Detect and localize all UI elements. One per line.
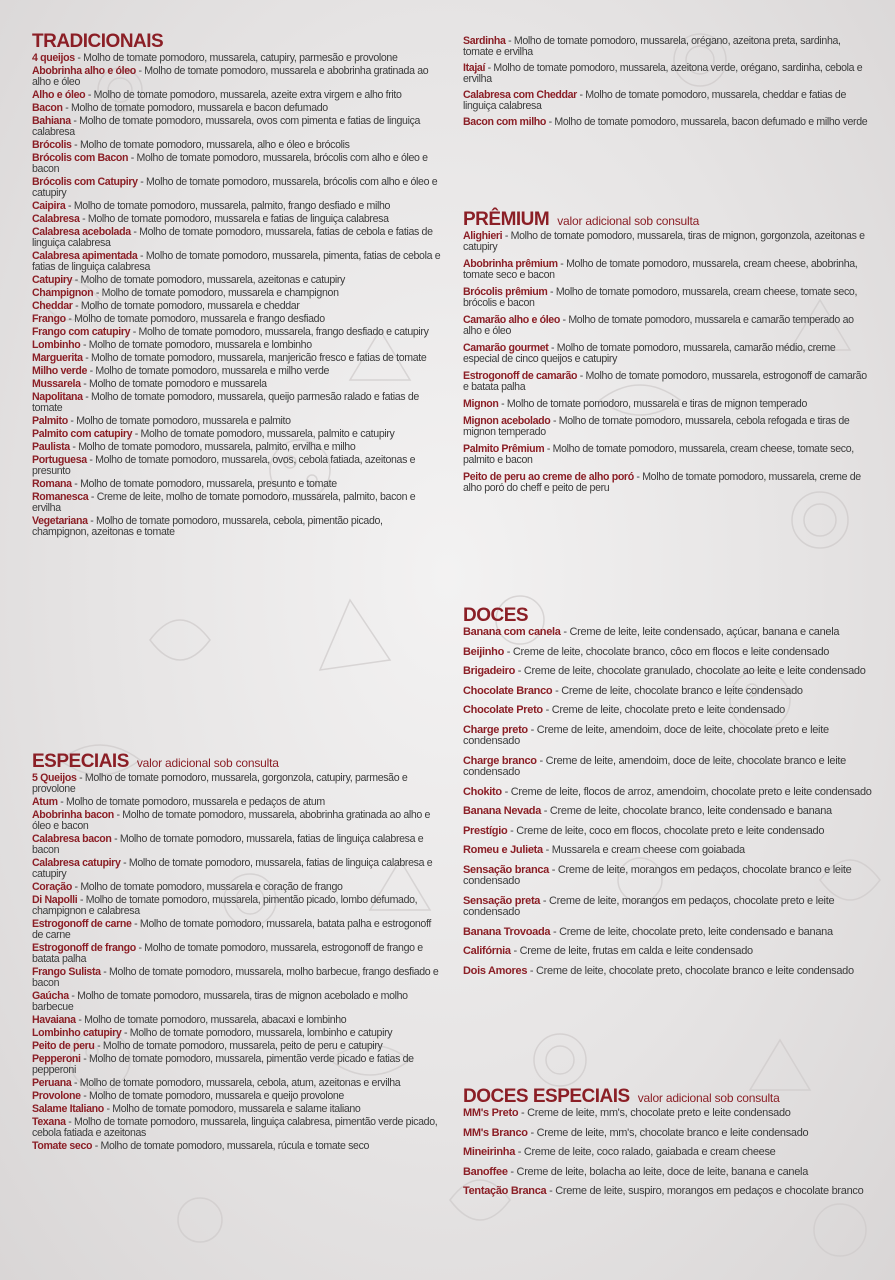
menu-item-name: Peito de peru <box>32 1040 95 1052</box>
menu-item-description: - Molho de tomate pomodoro, mussarela, abacaxi e lombinho <box>75 1014 347 1026</box>
menu-item-description: - Creme de leite, bolacha ao leite, doce de leite, banana e canela <box>507 1165 809 1178</box>
section-subtitle: valor adicional sob consulta <box>637 1091 780 1105</box>
menu-item <box>463 444 873 466</box>
menu-item-name: Banana com canela <box>463 626 561 638</box>
menu-item-description: - Molho de tomate pomodoro, mussarela, ovos, cebola fatiada, azeitonas e presunto <box>32 454 416 477</box>
menu-item-name: Mignon <box>463 398 499 410</box>
menu-item-name: Di Napolli <box>32 894 78 906</box>
menu-item-description: - Molho de tomate pomodoro, mussarela, manjericão fresco e fatias de tomate <box>82 352 427 364</box>
menu-item <box>32 1078 442 1089</box>
menu-item-list <box>463 1108 873 1198</box>
menu-item-description: - Molho de tomate pomodoro, mussarela, alho e óleo e brócolis <box>71 139 350 151</box>
menu-item <box>32 919 442 941</box>
menu-item-name: Coração <box>32 881 72 893</box>
menu-item-name: Chocolate Branco <box>463 684 553 697</box>
menu-item-name: Texana <box>32 1116 66 1128</box>
menu-item-name: Paulista <box>32 441 70 453</box>
menu-item-description: - Molho de tomate pomodoro, mussarela e milho verde <box>87 365 330 377</box>
menu-item-description: - Molho de tomate pomodoro, mussarela, fatias de linguiça calabresa e catupiry <box>32 857 433 880</box>
menu-item <box>463 36 873 58</box>
menu-item-name: Palmito <box>32 415 68 427</box>
menu-item-description: - Creme de leite, chocolate preto e leite condensado <box>542 704 786 716</box>
menu-item-name: Pepperoni <box>32 1053 81 1065</box>
section-doces-especiais <box>463 1087 873 1206</box>
menu-item-description: - Creme de leite, coco em flocos, chocolate preto e leite condensado <box>507 824 825 837</box>
menu-item <box>32 275 442 286</box>
menu-item-description: - Molho de tomate pomodoro, mussarela, presunto e tomate <box>71 478 337 490</box>
menu-item-name: Peito de peru ao creme de alho poró <box>463 471 634 483</box>
menu-item <box>32 797 442 808</box>
menu-item-description: - Molho de tomate pomodoro, mussarela, tiras de mignon, gorgonzola, azeitonas e catupiry <box>463 230 865 253</box>
menu-item-description: - Creme de leite, chocolate branco, leite condensado e banana <box>541 805 832 817</box>
menu-item-name: Champignon <box>32 287 94 299</box>
menu-item-name: Itajaí <box>463 62 486 74</box>
menu-item <box>463 117 873 128</box>
menu-item-description: - Molho de tomate pomodoro, mussarela, estrogonoff de frango e batata palha <box>32 942 423 965</box>
menu-item <box>463 787 873 799</box>
menu-item <box>463 725 873 748</box>
menu-item-name: Charge preto <box>463 723 528 736</box>
menu-item-name: Abobrinha bacon <box>32 809 114 821</box>
menu-item <box>463 1147 873 1159</box>
menu-item-name: MM's Preto <box>463 1107 519 1119</box>
menu-item-description: - Molho de tomate pomodoro, mussarela, estrogonoff de camarão e batata palha <box>463 370 867 393</box>
menu-item-name: Calabresa apimentada <box>32 250 138 262</box>
menu-item-description: - Molho de tomate pomodoro, mussarela, gorgonzola, catupiry, parmesão e provolone <box>32 772 408 795</box>
menu-item <box>463 927 873 939</box>
menu-item-name: Calabresa <box>32 213 80 225</box>
menu-item-list <box>463 36 873 128</box>
menu-item-description: - Molho de tomate pomodoro, mussarela, fatias de linguiça calabresa e bacon <box>32 833 424 856</box>
menu-item-name: Tomate seco <box>32 1140 93 1152</box>
menu-item-name: Banoffee <box>463 1165 508 1178</box>
menu-item-name: Estrogonoff de carne <box>32 918 132 930</box>
menu-item <box>463 845 873 857</box>
menu-item-name: Bacon com milho <box>463 116 547 128</box>
menu-item-name: Sensação preta <box>463 894 541 907</box>
menu-item-name: Califórnia <box>463 945 511 957</box>
menu-item-name: Atum <box>32 796 58 808</box>
menu-item-description: - Molho de tomate pomodoro, mussarela, bacon defumado e milho verde <box>546 116 868 128</box>
menu-item <box>463 627 873 639</box>
menu-item <box>32 116 442 138</box>
section-header <box>32 752 442 772</box>
menu-item <box>32 810 442 832</box>
menu-item <box>32 882 442 893</box>
menu-item <box>32 227 442 249</box>
menu-item <box>32 53 442 64</box>
section-title: PRÊMIUM <box>463 209 550 230</box>
menu-item <box>32 90 442 101</box>
menu-item-description: - Creme de leite, amendoim, doce de leite, chocolate preto e leite condensado <box>463 723 829 747</box>
menu-item-name: Vegetariana <box>32 515 88 527</box>
menu-item <box>32 416 442 427</box>
menu-item-description: - Molho de tomate pomodoro, mussarela, catupiry, parmesão e provolone <box>74 52 398 64</box>
menu-item <box>32 327 442 338</box>
menu-item-name: Bacon <box>32 102 63 114</box>
menu-item-description: - Molho de tomate pomodoro, mussarela, cebola, pimentão picado, champignon, azeitonas e tomate <box>32 515 383 538</box>
menu-item-description: - Creme de leite, flocos de arroz, amendoim, chocolate preto e leite condensado <box>501 785 872 798</box>
section-subtitle: valor adicional sob consulta <box>557 214 700 228</box>
section-title: ESPECIAIS <box>32 751 129 772</box>
menu-item-description: - Molho de tomate pomodoro, mussarela, cheddar e fatias de linguiça calabresa <box>463 89 847 112</box>
menu-item-name: Abobrinha prêmium <box>463 258 558 270</box>
menu-item-name: Camarão alho e óleo <box>463 314 560 326</box>
menu-item-description: - Creme de leite, chocolate branco e leite condensado <box>552 684 803 697</box>
menu-item-name: Peruana <box>32 1077 72 1089</box>
section-subtitle: valor adicional sob consulta <box>136 756 279 770</box>
menu-item-name: Camarão gourmet <box>463 342 549 354</box>
menu-item <box>463 647 873 659</box>
menu-item <box>463 806 873 818</box>
menu-item <box>32 858 442 880</box>
menu-item <box>32 66 442 88</box>
menu-item <box>32 895 442 917</box>
menu-item <box>32 1141 442 1152</box>
menu-item-name: Banana Trovoada <box>463 925 551 938</box>
menu-item-name: Salame Italiano <box>32 1103 104 1115</box>
menu-item <box>463 63 873 85</box>
menu-item-description: - Molho de tomate pomodoro, mussarela, linguiça calabresa, pimentão verde picado, cebola fatiada e azeitonas <box>32 1116 438 1139</box>
menu-item-name: Havaiana <box>32 1014 76 1026</box>
menu-item <box>463 1186 873 1198</box>
menu-item <box>463 287 873 309</box>
menu-item-description: - Molho de tomate pomodoro, mussarela, fatias de cebola e fatias de linguiça calabresa <box>32 226 433 249</box>
menu-item <box>32 1054 442 1076</box>
menu-item-description: - Molho de tomate pomodoro, mussarela, frango desfiado e catupiry <box>130 326 429 338</box>
menu-item <box>463 666 873 678</box>
menu-item-name: 5 Queijos <box>32 772 77 784</box>
menu-item-description: - Molho de tomate pomodoro, mussarela e abobrinha gratinada ao alho e óleo <box>32 65 429 88</box>
menu-item-name: Dois Amores <box>463 964 528 977</box>
menu-item-description: - Creme de leite, coco ralado, gaiabada e cream cheese <box>515 1146 776 1158</box>
menu-item-description: - Molho de tomate pomodoro, mussarela, cebola, atum, azeitonas e ervilha <box>71 1077 401 1089</box>
menu-item-name: Alighieri <box>463 230 503 242</box>
menu-item <box>32 314 442 325</box>
menu-item <box>32 1015 442 1026</box>
section-premium <box>463 210 873 500</box>
menu-item <box>32 379 442 390</box>
menu-item <box>463 756 873 779</box>
menu-item <box>463 259 873 281</box>
menu-item <box>463 90 873 112</box>
menu-item-name: Marguerita <box>32 352 83 364</box>
section-title: DOCES <box>463 605 529 626</box>
menu-item-name: Beijinho <box>463 645 504 658</box>
menu-item-description: - Molho de tomate pomodoro, mussarela e cheddar <box>72 300 300 312</box>
menu-item-description: - Molho de tomate pomodoro, mussarela, queijo parmesão ralado e fatias de tomate <box>32 391 419 414</box>
section-header <box>463 1087 873 1107</box>
menu-item-name: Mussarela <box>32 378 81 390</box>
menu-item-list <box>32 773 442 1152</box>
menu-item-description: - Molho de tomate pomodoro, mussarela, orégano, azeitona preta, sardinha, tomate e ervilha <box>463 35 841 58</box>
menu-item-name: Frango com catupiry <box>32 326 131 338</box>
menu-item <box>32 153 442 175</box>
menu-item-name: Lombinho catupiry <box>32 1027 122 1039</box>
menu-item <box>463 826 873 838</box>
menu-item-description: - Creme de leite, mm's, chocolate preto e leite condensado <box>518 1107 791 1119</box>
menu-item-description: - Molho de tomate pomodoro, mussarela, brócolis com alho e óleo e bacon <box>32 152 428 175</box>
menu-item-description: - Creme de leite, chocolate branco, côco em flocos e leite condensado <box>504 645 830 658</box>
menu-item <box>32 492 442 514</box>
menu-item <box>32 455 442 477</box>
menu-item-name: Estrogonoff de frango <box>32 942 136 954</box>
menu-item <box>32 834 442 856</box>
menu-item-description: - Molho de tomate pomodoro, mussarela, peito de peru e catupiry <box>94 1040 383 1052</box>
menu-item-description: - Molho de tomate pomodoro, mussarela, abobrinha gratinada ao alho e óleo e bacon <box>32 809 431 832</box>
section-especiais <box>32 752 442 1154</box>
section-title: DOCES ESPECIAIS <box>463 1086 630 1107</box>
menu-item <box>32 301 442 312</box>
menu-item-description: - Molho de tomate pomodoro, mussarela, cream cheese, tomate seco, brócolis e bacon <box>463 286 858 309</box>
menu-item <box>32 479 442 490</box>
menu-item-name: Romana <box>32 478 72 490</box>
menu-item-name: Portuguesa <box>32 454 87 466</box>
menu-item <box>32 214 442 225</box>
menu-item-name: Sardinha <box>463 35 506 47</box>
menu-item <box>32 1041 442 1052</box>
menu-item <box>32 1028 442 1039</box>
menu-item <box>32 288 442 299</box>
menu-item-description: - Creme de leite, mm's, chocolate branco e leite condensado <box>527 1126 809 1139</box>
menu-item-description: - Molho de tomate pomodoro, mussarela, palmito, frango desfiado e milho <box>65 200 391 212</box>
menu-item-description: - Creme de leite, chocolate preto, chocolate branco e leite condensado <box>527 964 854 977</box>
menu-item-description: - Molho de tomate pomodoro, mussarela, pimentão picado, lombo defumado, champignon e calabresa <box>32 894 418 917</box>
menu-item-name: Romeu e Julieta <box>463 844 543 856</box>
menu-item-name: Bahiana <box>32 115 71 127</box>
menu-item-list <box>32 53 442 538</box>
menu-item-name: Estrogonoff de camarão <box>463 370 578 382</box>
menu-item-name: Romanesca <box>32 491 89 503</box>
menu-item-description: - Molho de tomate pomodoro, mussarela e tiras de mignon temperado <box>498 398 807 410</box>
menu-item-name: Charge branco <box>463 754 537 767</box>
menu-item-name: Palmito Prêmium <box>463 443 545 455</box>
menu-item-description: - Molho de tomate pomodoro, mussarela, azeitonas e catupiry <box>72 274 346 286</box>
menu-item-name: Sensação branca <box>463 863 549 876</box>
menu-item-name: Cheddar <box>32 300 73 312</box>
section-doces <box>463 606 873 985</box>
menu-item-name: MM's Branco <box>463 1126 528 1139</box>
menu-item-name: Mignon acebolado <box>463 415 551 427</box>
menu-item <box>32 140 442 151</box>
menu-item-name: Abobrinha alho e óleo <box>32 65 136 77</box>
menu-item-name: Alho e óleo <box>32 89 86 101</box>
menu-item <box>32 353 442 364</box>
section-header <box>463 210 873 230</box>
menu-item-name: Brócolis com Bacon <box>32 152 129 164</box>
menu-item-description: - Molho de tomate pomodoro, mussarela e salame italiano <box>103 1103 361 1115</box>
menu-item-name: Brócolis prêmium <box>463 286 548 298</box>
menu-item <box>32 251 442 273</box>
menu-item-description: - Molho de tomate pomodoro, mussarela, pimenta, fatias de cebola e fatias de linguiça calabresa <box>32 250 441 273</box>
menu-item-description: - Molho de tomate pomodoro, mussarela e bacon defumado <box>62 102 328 114</box>
menu-item-name: Chocolate Preto <box>463 704 543 716</box>
menu-item <box>463 1167 873 1179</box>
menu-item-description: - Molho de tomate pomodoro, mussarela, cream cheese, abobrinha, tomate seco e bacon <box>463 258 858 281</box>
menu-item-name: Frango <box>32 313 66 325</box>
menu-item-description: - Molho de tomate pomodoro, mussarela, brócolis com alho e óleo e catupiry <box>32 176 438 199</box>
menu-item-description: - Molho de tomate pomodoro, mussarela, palmito, ervilha e milho <box>69 441 356 453</box>
menu-item-description: - Creme de leite, suspiro, morangos em pedaços e chocolate branco <box>546 1185 864 1197</box>
menu-item-name: Tentação Branca <box>463 1185 547 1197</box>
menu-item <box>463 1108 873 1120</box>
menu-item-description: - Molho de tomate pomodoro, mussarela, camarão médio, creme especial de cinco queijos e catupiry <box>463 342 836 365</box>
section-header <box>463 606 873 626</box>
menu-item <box>32 773 442 795</box>
menu-item-name: Frango Sulista <box>32 966 101 978</box>
menu-item-description: - Creme de leite, chocolate preto, leite condensado e banana <box>550 925 833 938</box>
menu-item <box>32 177 442 199</box>
menu-item <box>463 896 873 919</box>
menu-item <box>463 686 873 698</box>
menu-item-name: Brócolis <box>32 139 72 151</box>
menu-item-description: - Molho de tomate pomodoro, mussarela e fatias de linguiça calabresa <box>79 213 389 225</box>
menu-item-description: - Creme de leite, leite condensado, açúcar, banana e canela <box>560 626 840 638</box>
menu-item <box>463 946 873 958</box>
menu-item-name: Brigadeiro <box>463 665 516 677</box>
menu-item <box>463 343 873 365</box>
menu-item <box>463 966 873 978</box>
menu-item-description: - Molho de tomate pomodoro, mussarela e frango desfiado <box>65 313 325 325</box>
menu-item-description: - Molho de tomate pomodoro, mussarela, pimentão verde picado e fatias de pepperoni <box>32 1053 414 1076</box>
menu-item-name: Calabresa acebolada <box>32 226 131 238</box>
menu-item-name: Calabresa bacon <box>32 833 112 845</box>
menu-item-description: - Molho de tomate pomodoro, mussarela, creme de alho poró do cheff e peito de peru <box>463 471 861 494</box>
menu-item-description: - Creme de leite, morangos em pedaços, chocolate branco e leite condensado <box>463 863 852 887</box>
menu-item <box>463 1128 873 1140</box>
menu-item <box>32 340 442 351</box>
menu-item-name: Calabresa catupiry <box>32 857 121 869</box>
menu-item <box>32 103 442 114</box>
menu-item-name: Mineirinha <box>463 1146 516 1158</box>
menu-item-description: - Molho de tomate pomodoro e mussarela <box>80 378 267 390</box>
menu-item-description: - Molho de tomate pomodoro, mussarela, batata palha e estrogonoff de carne <box>32 918 431 941</box>
menu-item <box>32 967 442 989</box>
menu-item-description: - Molho de tomate pomodoro, mussarela, lombinho e catupiry <box>121 1027 393 1039</box>
menu-item <box>32 429 442 440</box>
menu-item-description: - Molho de tomate pomodoro, mussarela e champignon <box>93 287 339 299</box>
menu-item-description: - Molho de tomate pomodoro, mussarela, palmito e catupiry <box>132 428 395 440</box>
menu-item-description: - Molho de tomate pomodoro, mussarela, azeitona verde, orégano, sardinha, cebola e ervilha <box>463 62 863 85</box>
menu-item <box>32 516 442 538</box>
menu-item-name: Napolitana <box>32 391 83 403</box>
menu-item-list <box>463 231 873 494</box>
menu-item-description: - Molho de tomate pomodoro, mussarela e coração de frango <box>71 881 343 893</box>
menu-item <box>463 705 873 717</box>
menu-item <box>463 371 873 393</box>
menu-item <box>32 392 442 414</box>
menu-item-name: Milho verde <box>32 365 88 377</box>
menu-item-description: - Molho de tomate pomodoro, mussarela, molho barbecue, frango desfiado e bacon <box>32 966 439 989</box>
menu-item-description: - Molho de tomate pomodoro, mussarela, tiras de mignon acebolado e molho barbecue <box>32 990 408 1013</box>
menu-item-description: - Mussarela e cream cheese com goiabada <box>542 844 745 856</box>
menu-item-name: Lombinho <box>32 339 81 351</box>
menu-item-description: - Molho de tomate pomodoro, mussarela, ovos com pimenta e fatias de linguiça calabresa <box>32 115 421 138</box>
menu-item-name: Brócolis com Catupiry <box>32 176 138 188</box>
menu-item <box>32 1117 442 1139</box>
menu-item-description: - Molho de tomate pomodoro, mussarela, cebola refogada e tiras de mignon temperado <box>463 415 850 438</box>
menu-item <box>32 991 442 1013</box>
menu-item <box>32 442 442 453</box>
menu-item-name: 4 queijos <box>32 52 75 64</box>
menu-item-list <box>463 627 873 977</box>
menu-item-name: Prestígio <box>463 824 508 837</box>
section-title: TRADICIONAIS <box>32 31 164 52</box>
menu-item-description: - Creme de leite, amendoim, doce de leite, chocolate branco e leite condensado <box>463 754 846 778</box>
menu-item-description: - Molho de tomate pomodoro, mussarela, cream cheese, tomate seco, palmito e bacon <box>463 443 854 466</box>
menu-item <box>463 865 873 888</box>
menu-item-description: - Molho de tomate pomodoro, mussarela, rúcula e tomate seco <box>92 1140 370 1152</box>
menu-item <box>463 399 873 410</box>
menu-item-name: Banana Nevada <box>463 805 542 817</box>
menu-item <box>463 472 873 494</box>
section-header <box>32 32 442 52</box>
menu-item-description: - Molho de tomate pomodoro, mussarela e pedaços de atum <box>57 796 325 808</box>
menu-item <box>463 231 873 253</box>
menu-item <box>463 416 873 438</box>
menu-item-name: Provolone <box>32 1090 81 1102</box>
menu-item-description: - Molho de tomate pomodoro, mussarela, azeite extra virgem e alho frito <box>85 89 402 101</box>
menu-item-description: - Creme de leite, frutas em calda e leite condensado <box>510 945 753 957</box>
section-tradicionais <box>32 32 442 540</box>
menu-item-name: Catupiry <box>32 274 73 286</box>
menu-item <box>32 1104 442 1115</box>
menu-item-name: Caipira <box>32 200 66 212</box>
menu-item <box>32 943 442 965</box>
menu-item <box>32 366 442 377</box>
menu-item-name: Calabresa com Cheddar <box>463 89 577 101</box>
menu-item-description: - Creme de leite, chocolate granulado, chocolate ao leite e leite condensado <box>515 665 866 677</box>
menu-item-description: - Molho de tomate pomodoro, mussarela e lombinho <box>80 339 312 351</box>
menu-item-name: Chokito <box>463 785 502 798</box>
menu-item-description: - Molho de tomate pomodoro, mussarela e camarão temperado ao alho e óleo <box>463 314 854 337</box>
menu-item-name: Gaúcha <box>32 990 69 1002</box>
menu-item <box>32 1091 442 1102</box>
menu-item-description: - Creme de leite, molho de tomate pomodoro, mussarela, palmito, bacon e ervilha <box>32 491 416 514</box>
menu-item <box>463 315 873 337</box>
section-especiais-continued <box>463 36 873 133</box>
menu-item-name: Palmito com catupiry <box>32 428 133 440</box>
menu-item <box>32 201 442 212</box>
menu-item-description: - Creme de leite, morangos em pedaços, chocolate preto e leite condensado <box>463 894 835 918</box>
menu-item-description: - Molho de tomate pomodoro, mussarela e palmito <box>67 415 291 427</box>
menu-item-description: - Molho de tomate pomodoro, mussarela e queijo provolone <box>80 1090 344 1102</box>
